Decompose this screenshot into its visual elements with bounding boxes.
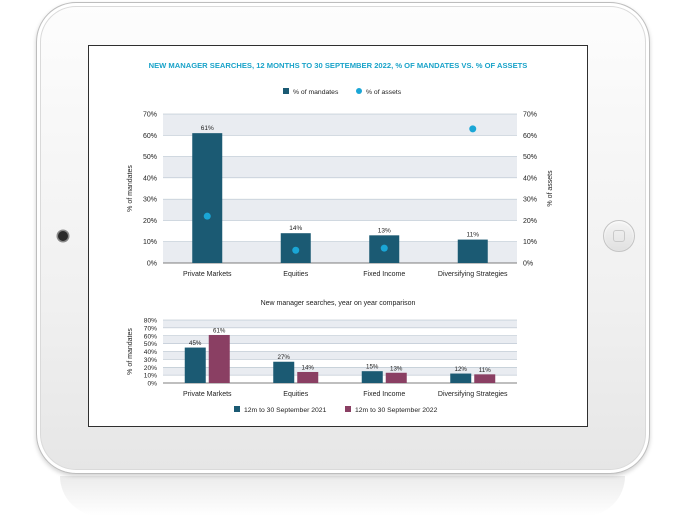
bar-mandates [458, 240, 488, 263]
legend-label-mandates: % of mandates [293, 89, 339, 96]
y2-tick-label: 0% [523, 260, 534, 268]
y-axis-title: % of mandates [127, 165, 134, 212]
chart-title: NEW MANAGER SEARCHES, 12 MONTHS TO 30 SEPTEMBER 2022, % OF MANDATES VS. % OF ASSETS [148, 61, 528, 70]
bar-2021 [185, 348, 206, 383]
point-assets [469, 125, 476, 132]
y-tick-label: 50% [142, 154, 157, 162]
x-category-label: Equities [283, 391, 309, 398]
y2-tick-label: 20% [523, 217, 538, 225]
y-tick-label: 70% [142, 111, 157, 119]
y-tick-label: 0% [147, 380, 157, 388]
point-assets [381, 245, 388, 252]
charts-svg [89, 46, 587, 426]
legend-swatch-assets [356, 88, 362, 94]
y2-tick-label: 10% [523, 239, 538, 247]
y-tick-label: 40% [142, 175, 157, 183]
legend-swatch-mandates [283, 88, 289, 94]
bar-data-label: 27% [277, 354, 290, 362]
y-tick-label: 40% [143, 349, 157, 356]
y-tick-label: 70% [143, 325, 157, 333]
bar-2021 [273, 362, 294, 383]
bar-2022 [386, 373, 407, 383]
bar-data-label: 45% [189, 340, 202, 348]
bar-mandates [192, 133, 222, 263]
y2-tick-label: 40% [523, 175, 538, 183]
y-tick-label: 30% [143, 356, 157, 364]
legend-label-assets: % of assets [366, 89, 402, 96]
bar-data-label: 11% [466, 231, 480, 239]
home-square-icon [613, 230, 625, 242]
grid-band [163, 114, 517, 135]
bar-2021 [450, 374, 471, 383]
y2-tick-label: 30% [523, 196, 538, 204]
bar-data-label: 11% [478, 366, 491, 374]
y2-axis-title: % of assets [547, 170, 554, 207]
y-tick-label: 60% [142, 132, 157, 140]
bar-2022 [474, 374, 495, 383]
legend-swatch-2021 [234, 406, 240, 412]
y-tick-label: 30% [142, 196, 157, 204]
y-axis-title: % of mandates [127, 328, 134, 375]
bar-2022 [209, 335, 230, 383]
x-category-label: Diversifying Strategies [437, 391, 508, 398]
tablet-screen [88, 45, 588, 427]
x-category-label: Fixed Income [363, 271, 406, 278]
legend-label-2022: 12m to 30 September 2022 [355, 407, 438, 414]
x-category-label: Equities [283, 271, 309, 278]
home-button[interactable] [603, 220, 635, 252]
y-tick-label: 80% [143, 317, 157, 325]
camera-icon [58, 231, 68, 241]
bar-data-label: 14% [289, 225, 303, 233]
point-assets [292, 247, 299, 254]
bar-data-label: 15% [366, 363, 379, 371]
legend-label-2021: 12m to 30 September 2021 [244, 407, 327, 414]
y-tick-label: 20% [143, 364, 157, 372]
bar-data-label: 12% [454, 366, 467, 374]
y-tick-label: 50% [143, 341, 157, 349]
x-category-label: Diversifying Strategies [437, 271, 508, 278]
bar-data-label: 61% [200, 125, 214, 133]
bar-data-label: 14% [301, 364, 314, 372]
bar-data-label: 13% [377, 227, 391, 235]
y-tick-label: 0% [146, 260, 157, 268]
bar-2022 [297, 372, 318, 383]
y-tick-label: 10% [142, 239, 157, 247]
legend-swatch-2022 [345, 406, 351, 412]
x-category-label: Fixed Income [363, 391, 406, 398]
y-tick-label: 60% [143, 333, 157, 341]
bar-data-label: 61% [213, 327, 226, 335]
y2-tick-label: 60% [523, 132, 538, 140]
y2-tick-label: 70% [523, 111, 538, 119]
bar-data-label: 13% [390, 365, 403, 373]
point-assets [204, 213, 211, 220]
bar-2021 [362, 371, 383, 383]
y-tick-label: 10% [143, 372, 157, 380]
x-category-label: Private Markets [182, 391, 232, 398]
y-tick-label: 20% [142, 217, 157, 225]
chart2-title: New manager searches, year on year comparison [260, 300, 416, 307]
x-category-label: Private Markets [182, 271, 232, 278]
y2-tick-label: 50% [523, 154, 538, 162]
tablet-reflection [60, 476, 625, 516]
